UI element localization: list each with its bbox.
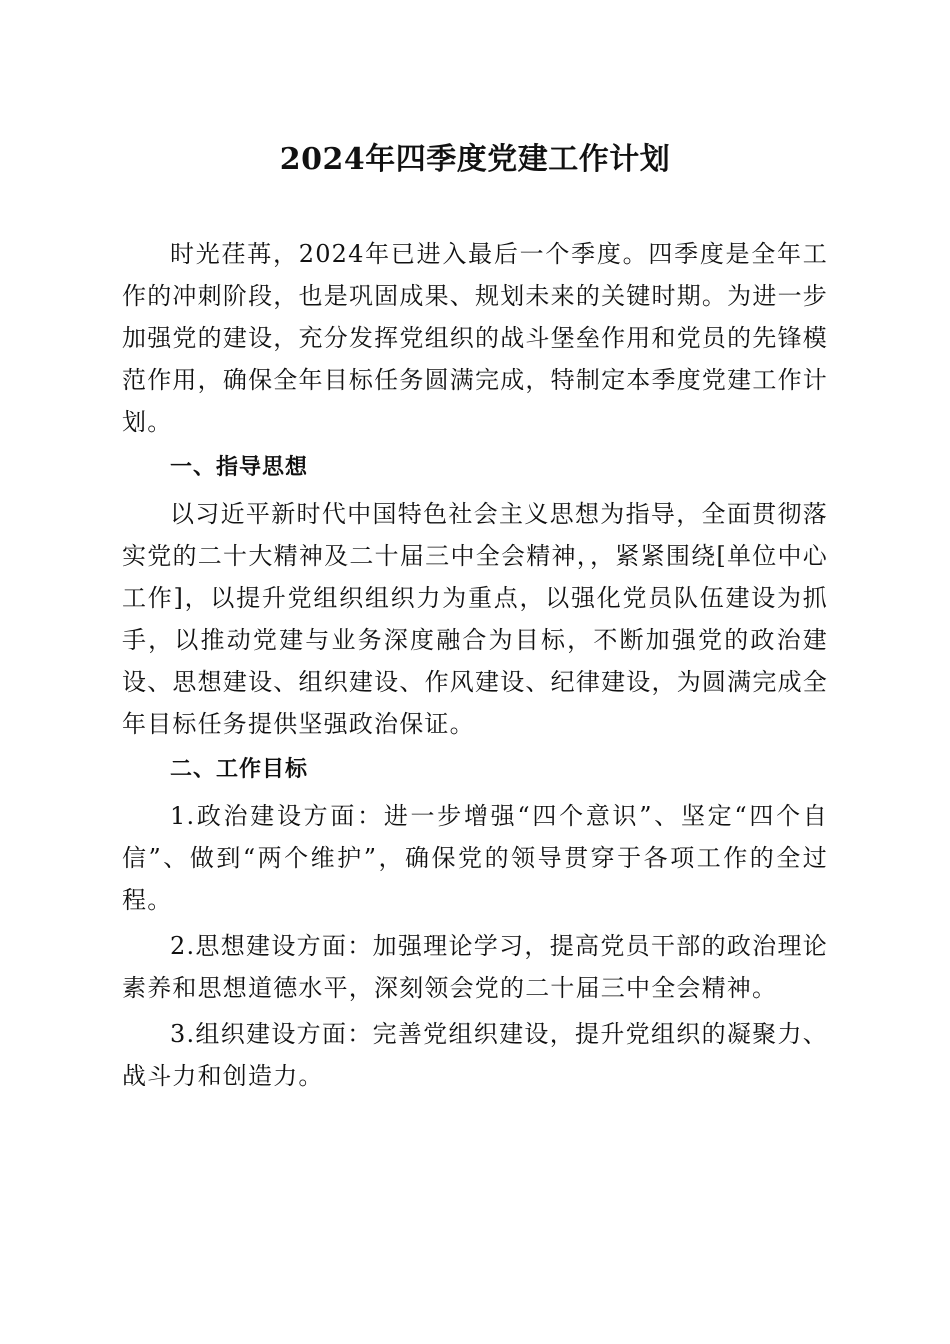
goal-item-political: 1.政治建设方面：进一步增强“四个意识”、坚定“四个自信”、做到“两个维护”，确保党的领导贯穿于各项工作的全过程。	[122, 802, 828, 914]
document-title: 2024年四季度党建工作计划	[279, 142, 671, 177]
section-heading-work-goals: 二、工作目标	[170, 757, 309, 782]
intro-paragraph: 时光荏苒，2024年已进入最后一个季度。四季度是全年工作的冲刺阶段，也是巩固成果、规划未来的关键时期。为进一步加强党的建设，充分发挥党组织的战斗堡垒作用和党员的先锋模范作用，确保全年目标任务圆满完成，特制定本季度党建工作计划。	[122, 240, 828, 436]
goal-item-organizational: 3.组织建设方面：完善党组织建设，提升党组织的凝聚力、战斗力和创造力。	[122, 1020, 828, 1090]
guiding-ideology-paragraph: 以习近平新时代中国特色社会主义思想为指导，全面贯彻落实党的二十大精神及二十届三中全会精神，，紧紧围绕[单位中心工作]，以提升党组织组织力为重点，以强化党员队伍建设为抓手，以推动党建与业务深度融合为目标，不断加强党的政治建设、思想建设、组织建设、作风建设、纪律建设，为圆满完成全年目标任务提供坚强政治保证。	[122, 500, 828, 738]
goal-item-ideological: 2.思想建设方面：加强理论学习，提高党员干部的政治理论素养和思想道德水平，深刻领会党的二十届三中全会精神。	[122, 932, 828, 1002]
section-heading-guiding-ideology: 一、指导思想	[170, 455, 309, 480]
document-body	[122, 233, 828, 1101]
